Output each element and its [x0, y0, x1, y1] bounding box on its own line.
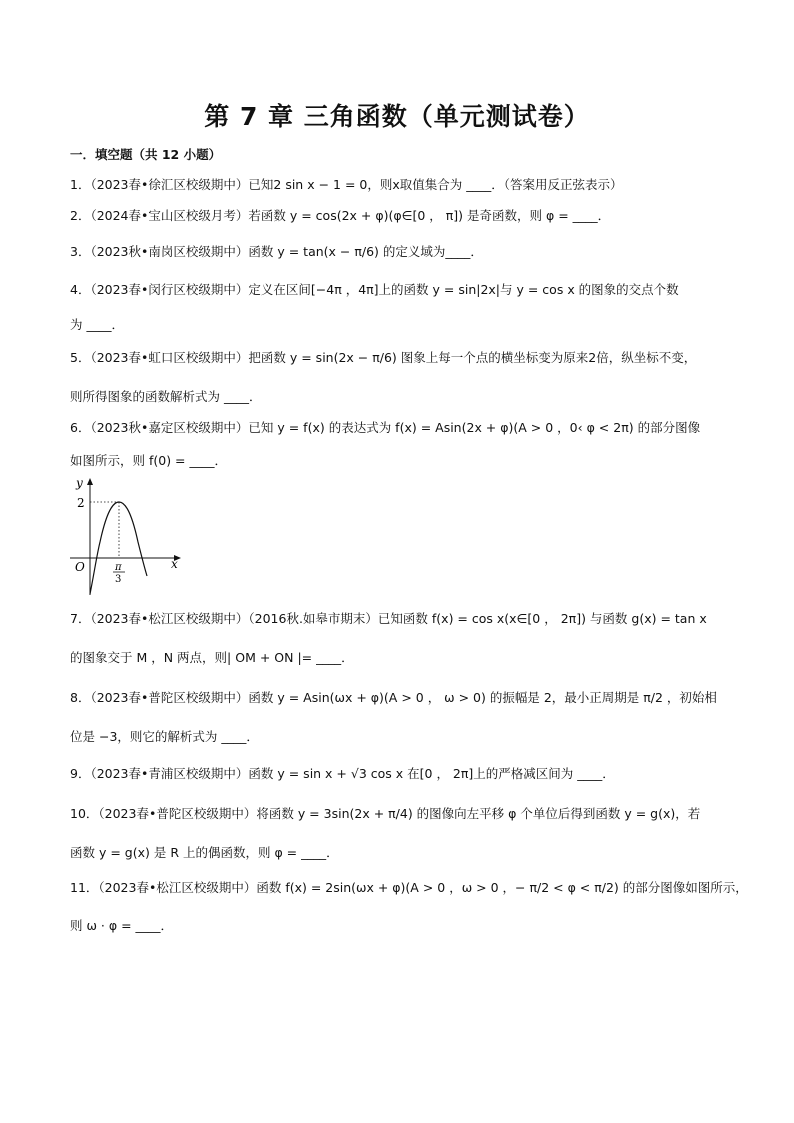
question-8-line-2: 位是 −3，则它的解析式为 ____． — [70, 729, 259, 744]
section-heading: 一．填空题（共 12 小题） — [70, 147, 222, 162]
x-tick-denominator: 3 — [115, 574, 122, 585]
x-axis-label: x — [171, 557, 178, 571]
question-6-line-1: 6．（2023秋•嘉定区校级期中）已知 y = f(x) 的表达式为 f(x) = Asin(2x + φ)(A > 0 ，0‹ φ < 2π) 的部分图像 — [70, 420, 701, 435]
question-4-line-1: 4．（2023春•闵行区校级期中）定义在区间[−4π ，4π]上的函数 y = sin|2x|与 y = cos x 的图象的交点个数 — [70, 282, 679, 297]
question-1: 1．（2023春•徐汇区校级期中）已知2 sin x − 1 = 0，则x取值集合为 ____．（答案用反正弦表示） — [70, 177, 623, 192]
question-5-line-2: 则所得图象的函数解析式为 ____． — [70, 389, 262, 404]
page-title: 第 7 章 三角函数（单元测试卷） — [204, 102, 590, 131]
question-8-line-1: 8．（2023春•普陀区校级期中）函数 y = Asin(ωx + φ)(A > 0 ， ω > 0) 的振幅是 2，最小正周期是 π/2 ，初始相 — [70, 690, 717, 705]
origin-label: O — [75, 560, 85, 574]
question-10-line-2: 函数 y = g(x) 是 R 上的偶函数，则 φ = ____． — [70, 845, 339, 860]
function-graph — [66, 474, 186, 599]
question-2: 2．（2024春•宝山区校级月考）若函数 y = cos(2x + φ)(φ∈[0 ， π]) 是奇函数，则 φ = ____． — [70, 208, 611, 223]
question-10-line-1: 10．（2023春•普陀区校级期中）将函数 y = 3sin(2x + π/4) 的图像向左平移 φ 个单位后得到函数 y = g(x)，若 — [70, 806, 701, 821]
question-11-line-1: 11．（2023春•松江区校级期中）函数 f(x) = 2sin(ωx + φ)(A > 0 ，ω > 0 ，− π/2 < φ < π/2) 的部分图像如图所示， — [70, 880, 748, 895]
question-5-line-1: 5．（2023春•虹口区校级期中）把函数 y = sin(2x − π/6) 图象上每一个点的横坐标变为原来2倍，纵坐标不变， — [70, 350, 697, 365]
question-7-line-1: 7．（2023春•松江区校级期中）（2016秋.如皋市期末）已知函数 f(x) = cos x(x∈[0 ， 2π]) 与函数 g(x) = tan x — [70, 611, 707, 626]
question-7-line-2: 的图象交于 M ，N 两点，则| OM + ON |= ____． — [70, 650, 354, 665]
question-4-line-2: 为 ____． — [70, 317, 124, 332]
y-tick-label: 2 — [77, 496, 85, 510]
question-11-line-2: 则 ω · φ = ____． — [70, 918, 174, 933]
y-axis-arrow — [87, 478, 93, 485]
x-tick-numerator: π — [115, 562, 122, 573]
question-3: 3．（2023秋•南岗区校级期中）函数 y = tan(x − π/6) 的定义域为____． — [70, 244, 483, 259]
question-6-line-2: 如图所示，则 f(0) = ____． — [70, 453, 228, 468]
y-axis-label: y — [76, 476, 83, 490]
question-9: 9．（2023春•青浦区校级期中）函数 y = sin x + √3 cos x 在[0 ， 2π]上的严格减区间为 ____． — [70, 766, 615, 781]
